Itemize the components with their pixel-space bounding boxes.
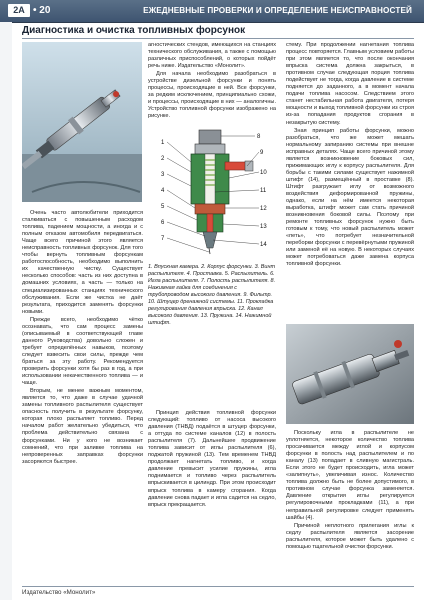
callout-label: 2 xyxy=(161,156,165,162)
callout-label: 10 xyxy=(260,170,267,176)
callout-label: 8 xyxy=(257,134,261,140)
figure-caption: 1. Впускная камера. 2. Корпус форсунки. 3. Винт распылителя. 4. Проставка. 5. Распылитель. 6. Игла распылителя. 7. Полость распылителя. 8. Нажимная гайка для соединения с трубопроводом высокого давления. 9. Фильтр. 10. Штуцер дренажной системы. 11. Прокладка регулирования давления впрыска. 12. Канал высокого давления. 13. Пружина. 14. Нажимной штифт. xyxy=(148,264,276,327)
footer-divider xyxy=(22,586,414,587)
column-1 xyxy=(22,210,143,466)
paragraph: Очень часто автолюбители приходится сталкиваться с повышенным расходом топлива, падением мощности, а иногда и с полным отказом автомобиля передвигаться. Чаще всего причиной этого является неисправность топливных форсунок. Для того чтобы вернуть топливным форсункам работоспособность, необходимо выполнить их качественную чистку. Существует несколько способов: часть из них доступна в домашних условиях, а часть — только на специализированных станциях технического обслуживания. Если же чистка не даёт результата, приходится заменять форсунки новыми. xyxy=(22,210,143,315)
callout-label: 7 xyxy=(161,236,165,242)
paragraph: Прежде всего, необходимо чётко осознавать, что сам процесс замены (описываемый в соответствующей главе данного Руководства) довольно сложен и требует определённых навыков, поэтому следует взвесить свои силы, прежде чем браться за эту работу. Рекомендуется проверить форсунки хотя бы раз в год, а при использовании некачественного топлива — и чаще. xyxy=(22,316,143,387)
column-3-top xyxy=(286,42,414,269)
page-margin-strip xyxy=(0,22,12,600)
chapter-badge: 2A xyxy=(8,4,30,17)
page-header xyxy=(0,0,424,23)
callout-label: 9 xyxy=(260,150,264,156)
paragraph: Поскольку игла в распылителе не уплотняется, некоторое количество топлива просачивается между иглой и корпусом форсунки в полость над распылителем и по каналу (13) попадает в сливную магистраль. Если этого не будет происходить, игла может «залипнуть», увеличивая износ. Количество топлива должно быть не более допустимого, в противном случае форсунка заменяется. Давление открытия иглы регулируется регулировочными прокладками (11), а при неправильной регулировке следует применять шайбы (4). xyxy=(286,430,414,521)
callout-label: 11 xyxy=(260,188,267,194)
paragraph: Для начала необходимо разобраться в устройстве дизельной форсунки и понять процессы, происходящие в ней. Все форсунки, за редким исключением, принципиально схожи, и процессы, происходящие в них — аналогичны. Устройство топливной форсунки изображено на рисунке. xyxy=(148,71,276,120)
callout-label: 5 xyxy=(161,204,165,210)
nozzle-photo xyxy=(286,324,414,424)
column-2-top xyxy=(148,42,276,121)
callout-label: 1 xyxy=(161,140,165,146)
paragraph: Вторым, не менее важным моментом, является то, что даже в случае удачной замены топливного распылителя существует опасность получить в результате форсунку, которая плохо распыляет топливо. Перед началом работ желательно убедиться, что проблема действительно связана с форсунками. Ни у кого не возникает сомнений, что при заливке топлива на непроверенных заправках форсунки засоряются быстрее. xyxy=(22,388,143,465)
paragraph: Зная принцип работы форсунки, можно разобраться, что же может мешать нормальному запиранию системы при внешне исправных деталях. Чаще всего причиной этому является возникновение боковых сил, прижимающих иглу к корпусу распылителя. Для борьбы с такими силами существует нажимной штифт (14), размещённый в проставке (8). Штифт разгружает иглу от возможного воздействия деформированной пружины, однако, если на нём имеется некоторая выработка, штифт может сам стать причиной возникновения боковой силы. Поэтому при ремонте топливных форсунок нужно быть готовым к тому, что новый распылитель может «петь», что потребует незначительной переборки форсунки с перевёрнутыми пружиной или заменой её на новую. В некоторых случаях может потребоваться даже замена корпуса топливной форсунки. xyxy=(286,127,414,268)
callout-label: 4 xyxy=(161,188,165,194)
title-divider xyxy=(22,38,414,39)
injector-photo xyxy=(22,42,142,202)
callout-label: 6 xyxy=(161,220,165,226)
publisher-footer: Издательство «Монолит» xyxy=(22,589,96,596)
injector-diagram xyxy=(147,128,277,256)
paragraph: стему. При продолжении нагнетания топлива процесс повторяется. Главным условием работы при этом является то, что после окончания впрыска система должна закрыться, в противном случае следующая порция топлива подействует не тогда, когда давление в системе подняется до заданного, а в момент начала подачи топлива насосом. Следствием этого станет нестабильная работа двигателя, потеря мощности и выход топливной форсунки из строя из-за попадания продуктов сгорания в незакрытую систему. xyxy=(286,42,414,126)
callout-label: 3 xyxy=(161,172,165,178)
callout-label: 14 xyxy=(260,242,267,248)
paragraph: Принцип действия топливной форсунки следующий: топливо от насоса высокого давления (ТНВД) подаётся в штуцер форсунки, а оттуда по системе каналов (12) в полость распылителя (7). Дальнейшее продвижение топлива зависит от иглы распылителя (6), поджатой пружиной (13). Тем временем ТНВД продолжает нагнетать топливо, и когда давление превысит усилие пружины, игла поднимается и топливо через распылитель впрыскивается в цилиндр. При этом происходит впрыск топлива в камеру сгорания. Когда давление снова падает и игла садится на седло, впрыск прекращается. xyxy=(148,410,276,508)
paragraph: агностических стендов, имеющихся на станциях технического обслуживания, а также с помощью различных приспособлений, о которых пойдёт речь ниже. Издательство «Монолит». xyxy=(148,42,276,70)
section-title: ЕЖЕДНЕВНЫЕ ПРОВЕРКИ И ОПРЕДЕЛЕНИЕ НЕИСПРАВНОСТЕЙ xyxy=(143,6,412,15)
page-number: • 20 xyxy=(33,5,51,16)
article-title: Диагностика и очистка топливных форсунок xyxy=(22,25,246,36)
column-3-bottom xyxy=(286,430,414,551)
callout-label: 13 xyxy=(260,224,267,230)
column-2-bottom xyxy=(148,410,276,509)
paragraph: Причиной неплотного прилегания иглы к седлу распылителя является засорение распылителя, которое может быть удалено с помощью тщательной очистки форсунки. xyxy=(286,522,414,550)
callout-label: 12 xyxy=(260,206,267,212)
